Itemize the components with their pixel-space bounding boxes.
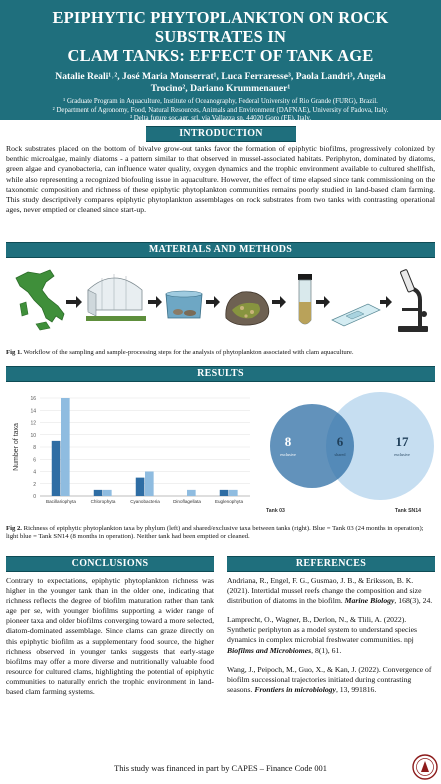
workflow-illustration <box>6 260 435 344</box>
university-seal-icon <box>412 752 438 782</box>
y-tick-label: 12 <box>30 420 36 427</box>
venn-value-exclusive-03: 8 <box>284 434 292 449</box>
bar <box>229 490 238 496</box>
clam-tank-icon <box>166 291 202 318</box>
reference-item: Wang, J., Peipoch, M., Guo, X., & Kan, J. (2022). Convergence of biofilm successional trajectories initiated during contrasting seasons. Frontiers in microbiology, 13, 991816. <box>227 664 432 694</box>
y-tick-label: 2 <box>33 481 36 488</box>
y-tick-label: 14 <box>30 408 36 415</box>
introduction-text: Rock substrates placed on the bottom of bivalve grow-out tanks favor the formation of epiphytic biofilms, progressively colonized by benthic microalgae, mainly diatoms - a pattern similar to that observed in mussel-associated habitats. Periphyton, dominated by diatoms, green algae and cyanobacteria, can influence water quality, oxygen dynamics and the trophic environment available to cultured shellfish, while also representing a recognized biofouling issue in aquaculture. However, the effect of time elapsed since tank commissioning on the taxonomic composition and richness of these epiphytic phytoplankton communities remains poorly studied in land-based clam farming. This study descriptively compares epiphytic phytoplankton assemblages on rock substrates from two tanks with contrasting operational ages, never emptied or cleaned since start-up. <box>6 144 435 215</box>
venn-svg <box>258 384 435 522</box>
italy-map-icon <box>16 270 64 330</box>
authors-line-2: Trocino², Dariano Krummenauer¹ <box>150 83 291 94</box>
figure-2-text: Richness of epiphytic phytoplankton taxa by phylum (left) and shared/exclusive taxa between tanks (right). Blue = Tank 03 (24 months in operation); light blue = Tank SN14 (8 months in operation). Neither tank had been emptied or cleaned. <box>6 525 424 541</box>
references-list <box>227 576 437 704</box>
y-tick-label: 4 <box>33 469 36 476</box>
arrow-right-icon <box>316 296 330 308</box>
bar <box>94 490 103 496</box>
results-heading: RESULTS <box>6 366 435 382</box>
affiliation-2: ² Department of Agronomy, Food, Natural Resources, Animals and Environment (DAFNAE), University of Padova, Italy. <box>52 106 389 114</box>
methods-heading: MATERIALS AND METHODS <box>6 242 435 258</box>
bar <box>61 398 70 496</box>
y-tick-label: 10 <box>30 432 36 439</box>
venn-label-exclusive-sn14: exclusive <box>394 452 410 457</box>
reference-item: Lamprecht, O., Wagner, B., Derlon, N., & Tlili, A. (2022). Synthetic periphyton as a model system to understand species dynamics in complex microbial freshwater communities. npj Biofilms and Microbiomes, 8(1), 61. <box>227 615 418 655</box>
x-tick-label: Cyanobacteria <box>130 499 160 504</box>
greenhouse-icon <box>86 274 146 321</box>
authors <box>0 71 441 95</box>
arrow-right-icon <box>272 296 286 308</box>
x-tick-label: Bacillariophyta <box>46 499 76 504</box>
title-line-1: EPIPHYTIC PHYTOPLANKTON ON ROCK SUBSTRATES IN <box>52 8 389 46</box>
bar <box>103 490 112 496</box>
references-heading: REFERENCES <box>227 556 435 572</box>
figure-2-caption <box>6 525 435 542</box>
arrow-right-icon <box>66 296 82 308</box>
x-tick-label: Dinoflagellata <box>173 499 201 504</box>
venn-diagram <box>258 384 435 522</box>
authors-line-1: Natalie Reali¹˒², José Maria Monserrat¹, Luca Ferraresse³, Paola Landri³, Angela <box>55 71 386 82</box>
y-tick-label: 8 <box>33 445 36 451</box>
arrow-right-icon <box>380 296 392 308</box>
affiliation-1: ¹ Graduate Program in Aquaculture, Institute of Oceanography, Federal University of Rio Grande (FURG), Brazil. <box>63 98 378 105</box>
x-tick-label: Chlorophyta <box>90 499 116 504</box>
affiliation-3: ³ Delta future soc.agr. srl, via Vallazza sn. 44020 Goro (FE), Italy. <box>129 115 312 123</box>
conclusions-text: Contrary to expectations, epiphytic phytoplankton richness was higher in the younger tank than in the older one, indicating that richness reflects the degree of biofilm maturation rather than tank age per se, with younger biofilms supporting a wider range of pioneer taxa and older biofilms converging toward a more selected, diatom-dominated assemblage. Since clams can graze directly on this epiphytic biofilm as a supplementary food source, the higher richness observed in younger tanks suggests that early-stage biofilms may offer a more diverse and nutritionally valuable food resource for cultured clams, highlighting the potential of epiphytic communities to naturally enrich the trophic environment in land-based clam farming systems. <box>6 576 214 697</box>
microscope-icon <box>398 269 428 332</box>
title-line-2: CLAM TANKS: EFFECT OF TANK AGE <box>67 46 374 65</box>
y-tick-label: 0 <box>33 494 36 500</box>
poster-header <box>0 0 441 123</box>
bar <box>52 441 61 496</box>
venn-label-shared: shared <box>334 452 346 457</box>
bar <box>145 472 154 497</box>
figure-2-label: Fig 2. <box>6 525 22 532</box>
venn-set-name-03: Tank 03 <box>266 508 285 514</box>
venn-value-exclusive-sn14: 17 <box>395 434 409 449</box>
affiliations <box>0 98 441 124</box>
bar-chart-svg <box>6 384 258 522</box>
bar <box>220 490 229 496</box>
conclusions-heading: CONCLUSIONS <box>6 556 214 572</box>
phylum-bar-chart <box>6 384 258 522</box>
introduction-heading: INTRODUCTION <box>146 126 296 142</box>
microscope-slide-icon <box>332 304 380 326</box>
arrow-right-icon <box>148 296 162 308</box>
y-tick-label: 16 <box>30 396 36 402</box>
bar <box>187 490 196 496</box>
funding-note: This study was financed in part by CAPES – Finance Code 001 <box>114 764 327 773</box>
y-tick-label: 6 <box>33 457 36 464</box>
figure-1-text: Workflow of the sampling and sample-processing steps for the analysis of phytoplankton associated with clam aquaculture. <box>21 349 354 356</box>
figure-1-caption <box>6 349 435 357</box>
y-axis-label: Number of taxa <box>13 423 20 471</box>
x-tick-label: Euglenophyta <box>214 499 244 504</box>
reference-item: Andriana, R., Engel, F. G., Gusmao, J. B., & Eriksson, B. K. (2021). Intertidal mussel reefs change the composition and size distribution of diatoms in the biofilm. Marine Biology, 168(3), 24. <box>227 576 433 606</box>
arrow-right-icon <box>206 296 220 308</box>
venn-set-name-sn14: Tank SN14 <box>394 508 422 514</box>
rock-biofilm-icon <box>226 292 269 325</box>
bar <box>136 478 145 496</box>
sample-tube-icon <box>298 274 312 324</box>
figure-1-label: Fig 1. <box>6 349 22 356</box>
venn-label-exclusive-03: exclusive <box>280 452 296 457</box>
venn-value-shared: 6 <box>336 434 344 449</box>
poster-title <box>0 0 441 65</box>
